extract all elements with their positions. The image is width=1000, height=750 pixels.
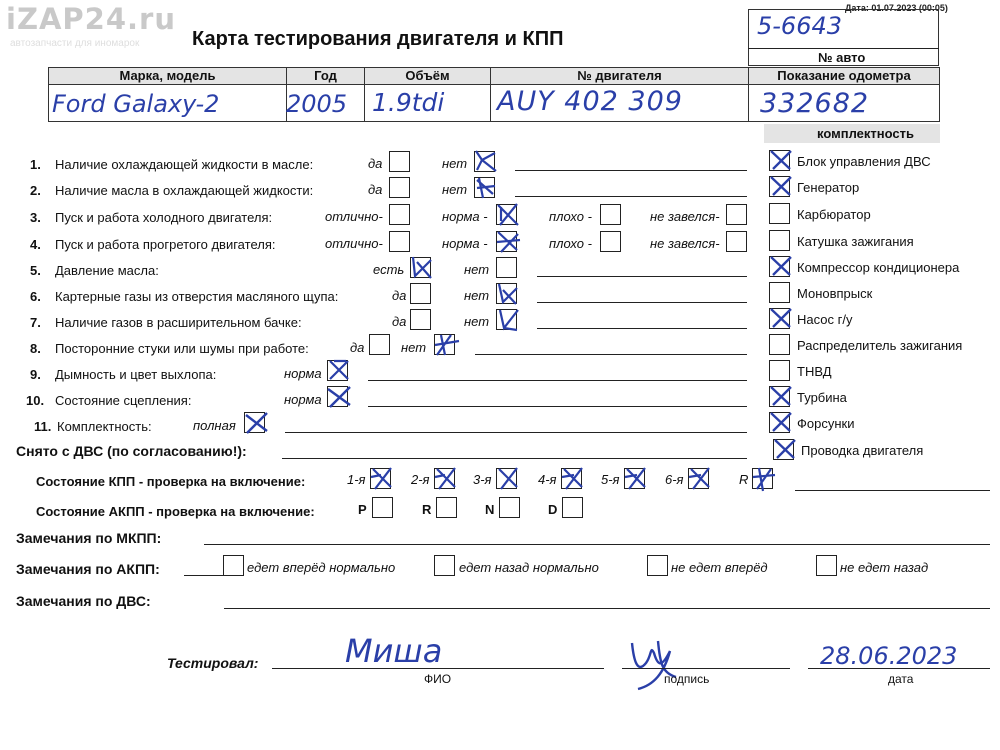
item-label: Посторонние стуки или шумы при работе:	[55, 341, 309, 356]
complect-label: Турбина	[797, 390, 847, 405]
signature-label: подпись	[664, 672, 710, 686]
notes-dvs-label: Замечания по ДВС:	[16, 593, 151, 609]
item4-excellent-checkbox[interactable]	[389, 231, 410, 252]
item8-no-checkbox[interactable]	[434, 334, 455, 355]
header-col-model: Марка, модель	[48, 67, 287, 85]
item10-normal-checkbox[interactable]	[327, 386, 348, 407]
item-label: Состояние сцепления:	[55, 393, 192, 408]
item6-no-checkbox[interactable]	[496, 283, 517, 304]
item5-no-checkbox[interactable]	[496, 257, 517, 278]
complect-checkbox[interactable]	[769, 256, 790, 277]
item3-excellent-checkbox[interactable]	[389, 204, 410, 225]
complect-label: Проводка двигателя	[801, 443, 924, 458]
item7-yes-checkbox[interactable]	[410, 309, 431, 330]
item4-normal-checkbox[interactable]	[496, 231, 517, 252]
item6-yes-checkbox[interactable]	[410, 283, 431, 304]
complect-checkbox[interactable]	[769, 308, 790, 329]
gear-r-checkbox[interactable]	[752, 468, 773, 489]
notes-mkpp-label: Замечания по МКПП:	[16, 530, 162, 546]
akpp-forward-ok-checkbox[interactable]	[223, 555, 244, 576]
year-value: 2005	[286, 90, 348, 118]
akpp-no-backward-checkbox[interactable]	[816, 555, 837, 576]
item2-yes-checkbox[interactable]	[389, 177, 410, 198]
complect-checkbox[interactable]	[769, 203, 790, 224]
item-label: Наличие охлаждающей жидкости в масле:	[55, 157, 314, 172]
akpp-label: Состояние АКПП - проверка на включение:	[36, 504, 315, 519]
item5-yes-checkbox[interactable]	[410, 257, 431, 278]
item-label: Пуск и работа холодного двигателя:	[55, 210, 273, 225]
mode-p-checkbox[interactable]	[372, 497, 393, 518]
complect-label: Блок управления ДВС	[797, 154, 931, 169]
akpp-no-forward-checkbox[interactable]	[647, 555, 668, 576]
item-label: Картерные газы из отверстия масляного щупа:	[55, 289, 339, 304]
fio-label: ФИО	[424, 672, 452, 686]
volume-value: 1.9tdi	[372, 88, 445, 117]
complect-title: комплектность	[817, 126, 914, 141]
item-label: Давление масла:	[55, 263, 159, 278]
auto-number-label: № авто	[818, 50, 866, 65]
item-label: Наличие газов в расширительном бачке:	[55, 315, 302, 330]
tester-name: Миша	[345, 632, 443, 670]
header-col-odometer: Показание одометра	[748, 67, 940, 85]
removed-label: Снято с ДВС (по согласованию!):	[16, 443, 247, 459]
header-col-engine: № двигателя	[490, 67, 749, 85]
auto-number-value: 5-6643	[757, 12, 843, 40]
complect-label: Распределитель зажигания	[797, 338, 963, 353]
header-col-volume: Объём	[364, 67, 491, 85]
card-title: Карта тестирования двигателя и КПП	[192, 28, 564, 50]
complect-label: Моновпрыск	[797, 286, 873, 301]
gear-5-checkbox[interactable]	[624, 468, 645, 489]
akpp-backward-ok-checkbox[interactable]	[434, 555, 455, 576]
item-label: Наличие масла в охлаждающей жидкости:	[55, 183, 314, 198]
mode-r-checkbox[interactable]	[436, 497, 457, 518]
site-logo: iZAP24.ru	[6, 2, 176, 36]
item1-yes-checkbox[interactable]	[389, 151, 410, 172]
date-label: дата	[888, 672, 914, 686]
kpp-label: Состояние КПП - проверка на включение:	[36, 474, 306, 489]
item1-no-checkbox[interactable]	[474, 151, 495, 172]
model-value: Ford Galaxy-2	[52, 90, 220, 118]
item11-complete-checkbox[interactable]	[244, 412, 265, 433]
complect-checkbox[interactable]	[773, 439, 794, 460]
item3-not-started-checkbox[interactable]	[726, 204, 747, 225]
complect-label: Катушка зажигания	[797, 234, 914, 249]
item-label: Комплектность:	[57, 419, 152, 434]
complect-checkbox[interactable]	[769, 386, 790, 407]
tested-label: Тестировал:	[167, 655, 259, 671]
complect-checkbox[interactable]	[769, 282, 790, 303]
gear-1-checkbox[interactable]	[370, 468, 391, 489]
complect-label: Насос г/у	[797, 312, 853, 327]
mode-d-checkbox[interactable]	[562, 497, 583, 518]
item-label: Дымность и цвет выхлопа:	[55, 367, 217, 382]
item4-bad-checkbox[interactable]	[600, 231, 621, 252]
gear-3-checkbox[interactable]	[496, 468, 517, 489]
complect-label: Форсунки	[797, 416, 855, 431]
complect-checkbox[interactable]	[769, 176, 790, 197]
mode-n-checkbox[interactable]	[499, 497, 520, 518]
item9-normal-checkbox[interactable]	[327, 360, 348, 381]
header-col-year: Год	[286, 67, 365, 85]
gear-2-checkbox[interactable]	[434, 468, 455, 489]
item2-no-checkbox[interactable]	[474, 177, 495, 198]
complect-checkbox[interactable]	[769, 412, 790, 433]
item7-no-checkbox[interactable]	[496, 309, 517, 330]
item3-normal-checkbox[interactable]	[496, 204, 517, 225]
odometer-value: 332682	[760, 88, 870, 119]
complect-label: Генератор	[797, 180, 860, 195]
item8-yes-checkbox[interactable]	[369, 334, 390, 355]
item-label: Пуск и работа прогретого двигателя:	[55, 237, 276, 252]
engine-number-value: AUY 402 309	[497, 86, 683, 117]
item3-bad-checkbox[interactable]	[600, 204, 621, 225]
complect-checkbox[interactable]	[769, 230, 790, 251]
site-tagline: автозапчасти для иномарок	[10, 38, 140, 49]
gear-6-checkbox[interactable]	[688, 468, 709, 489]
gear-4-checkbox[interactable]	[561, 468, 582, 489]
date-stamp: Дата: 01.07.2023 (00:05)	[845, 3, 948, 13]
test-date: 28.06.2023	[820, 642, 958, 670]
notes-akpp-label: Замечания по АКПП:	[16, 561, 160, 577]
complect-label: Карбюратор	[797, 207, 871, 222]
complect-checkbox[interactable]	[769, 150, 790, 171]
complect-checkbox[interactable]	[769, 334, 790, 355]
complect-label: ТНВД	[797, 364, 832, 379]
complect-checkbox[interactable]	[769, 360, 790, 381]
complect-label: Компрессор кондиционера	[797, 260, 960, 275]
item4-not-started-checkbox[interactable]	[726, 231, 747, 252]
